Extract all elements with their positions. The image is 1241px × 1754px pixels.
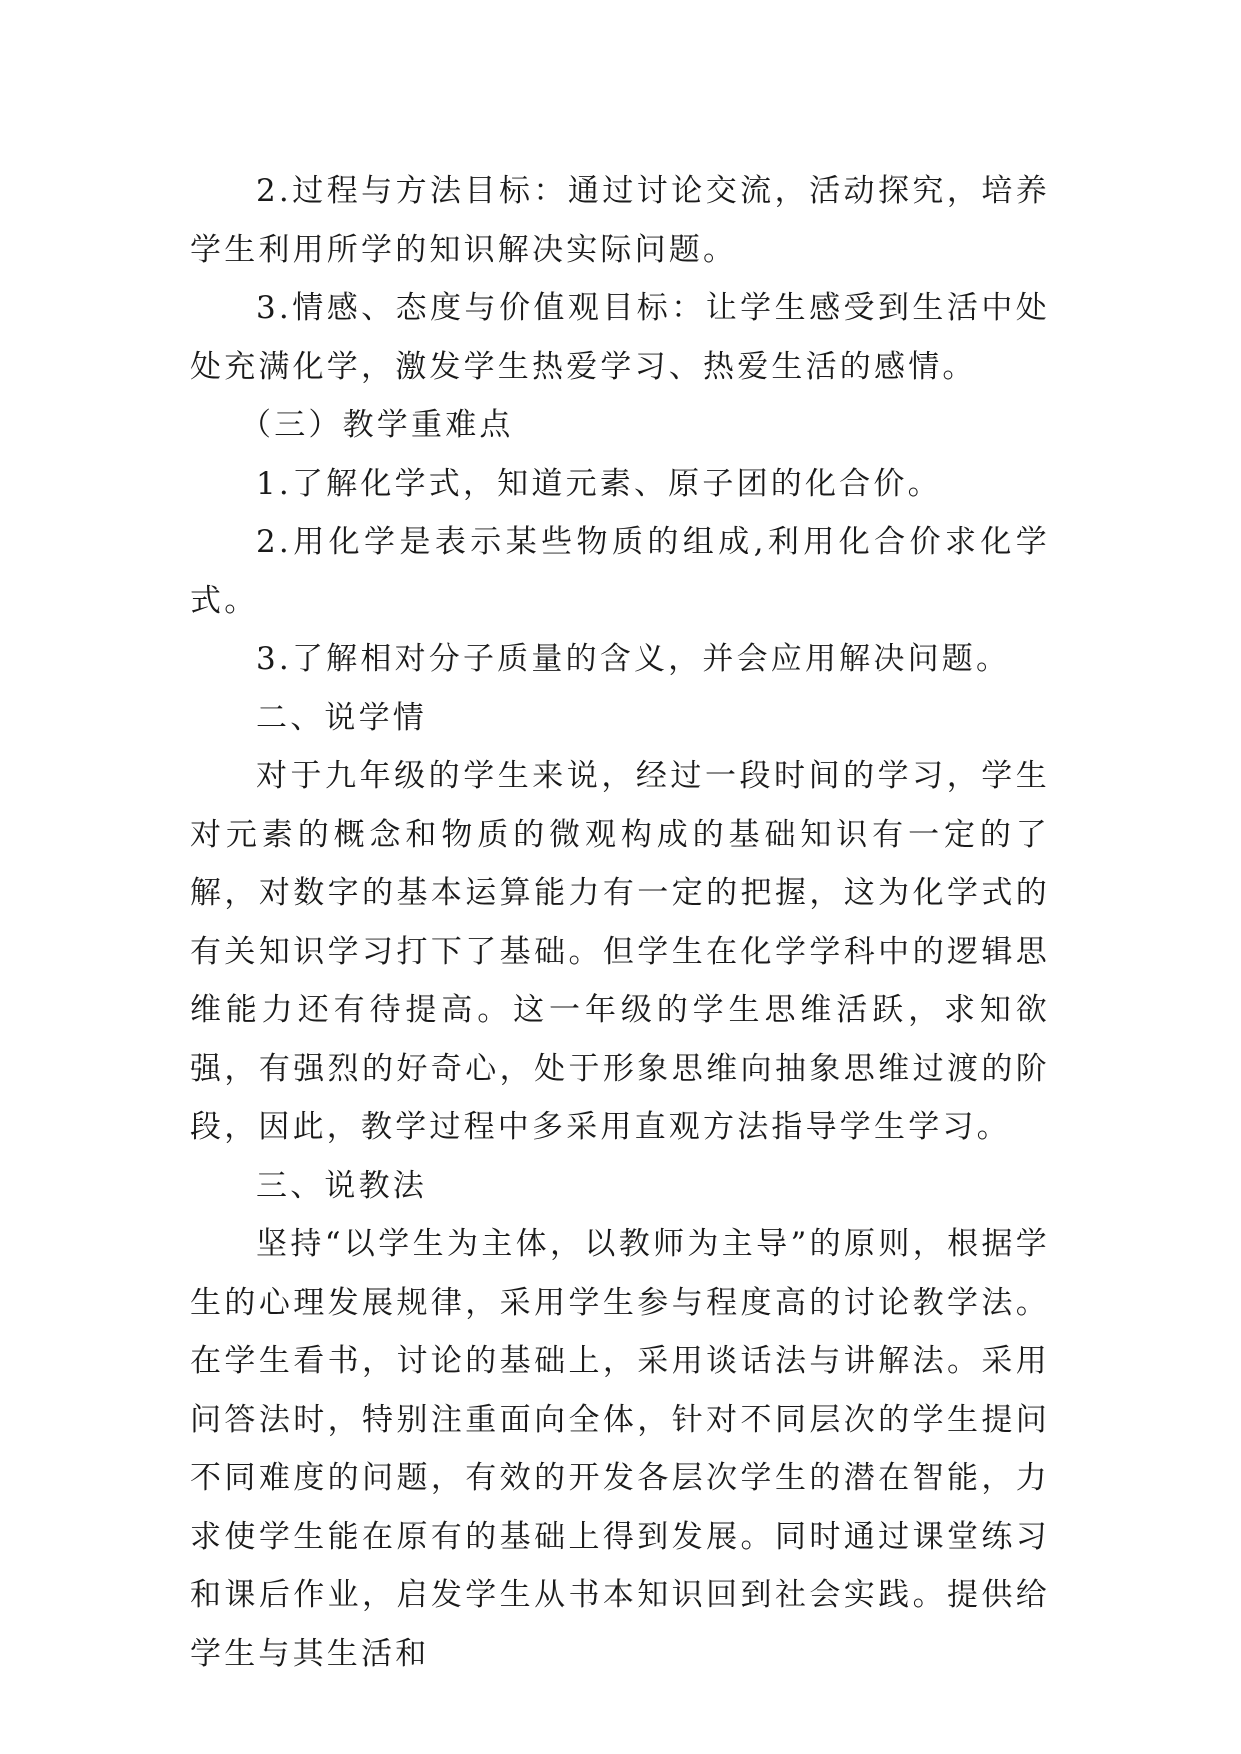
emotion-attitude-goal: 3.情感、态度与价值观目标：让学生感受到生活中处处充满化学，激发学生热爱学习、热爱生活的感情。 <box>190 290 1050 385</box>
document-page <box>190 162 1050 1683</box>
section-heading-key-points: （三）教学重难点 <box>240 407 514 443</box>
section-heading-student-analysis: 二、说学情 <box>256 699 427 736</box>
process-method-goal: 2.过程与方法目标：通过讨论交流，活动探究，培养学生利用所学的知识解决实际问题。 <box>190 173 1050 268</box>
student-analysis-body: 对于九年级的学生来说，经过一段时间的学习，学生对元素的概念和物质的微观构成的基础知识有一定的了解，对数字的基本运算能力有一定的把握，这为化学式的有关知识学习打下了基础。但学生在化学学科中的逻辑思维能力还有待提高。这一年级的学生思维活跃，求知欲强，有强烈的好奇心，处于形象思维向抽象思维过渡的阶段，因此，教学过程中多采用直观方法指导学生学习。 <box>190 758 1050 1145</box>
teaching-method-body: 坚持“以学生为主体，以教师为主导”的原则，根据学生的心理发展规律，采用学生参与程度高的讨论教学法。在学生看书，讨论的基础上，采用谈话法与讲解法。采用问答法时，特别注重面向全体，针对不同层次的学生提问不同难度的问题，有效的开发各层次学生的潜在智能，力求使学生能在原有的基础上得到发展。同时通过课堂练习和课后作业，启发学生从书本知识回到社会实践。提供给学生与其生活和 <box>190 1226 1050 1672</box>
section-heading-teaching-method: 三、说教法 <box>256 1167 427 1204</box>
key-point-3: 3.了解相对分子质量的含义，并会应用解决问题。 <box>256 641 1011 677</box>
key-point-2: 2.用化学是表示某些物质的组成,利用化合价求化学式。 <box>190 524 1050 619</box>
key-point-1: 1.了解化学式，知道元素、原子团的化合价。 <box>256 465 942 502</box>
